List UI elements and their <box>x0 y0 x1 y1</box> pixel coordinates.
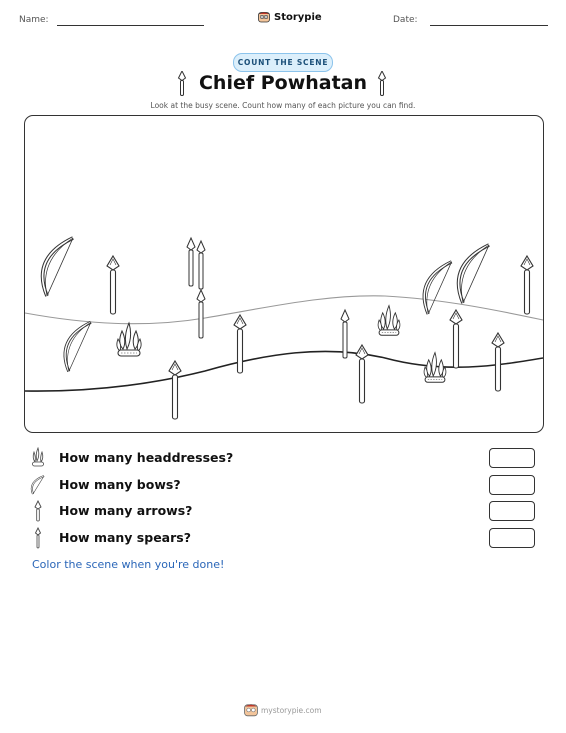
arrow-2 <box>197 241 205 289</box>
headdress-1 <box>117 323 141 356</box>
bow-icon <box>30 474 46 496</box>
bow-1 <box>43 238 73 296</box>
spear-5 <box>450 310 462 368</box>
question-row-bows <box>30 474 536 496</box>
headdress-icon <box>30 447 46 469</box>
name-field-line[interactable] <box>57 25 204 26</box>
site-footer <box>244 703 322 717</box>
storypie-logo-icon <box>258 11 270 23</box>
arrow-icon <box>30 500 46 522</box>
spear-4 <box>356 345 368 403</box>
arrow-4 <box>341 310 349 358</box>
question-row-headdresses <box>30 447 536 469</box>
scene-illustration <box>25 116 543 432</box>
activity-badge: COUNT THE SCENE <box>233 53 333 72</box>
instructions: Look at the busy scene. Count how many of each picture you can find. <box>150 101 416 110</box>
bow-3 <box>424 262 451 314</box>
headdress-2 <box>378 306 400 336</box>
date-field-line[interactable] <box>430 25 548 26</box>
answer-box-spears[interactable] <box>489 528 535 548</box>
count-scene <box>24 115 544 433</box>
brand-logo <box>258 11 322 23</box>
spear-icon <box>30 527 46 549</box>
spear-3 <box>169 361 181 419</box>
spear-2 <box>234 315 246 373</box>
answer-box-headdresses[interactable] <box>489 448 535 468</box>
arrow-3 <box>197 290 205 338</box>
spear-7 <box>521 256 533 314</box>
question-text: How many arrows? <box>59 503 193 518</box>
name-label: Name: <box>19 15 49 25</box>
storypie-footer-icon <box>244 703 258 717</box>
headdress-3 <box>424 353 446 383</box>
question-row-arrows <box>30 500 536 522</box>
question-text: How many headdresses? <box>59 450 234 465</box>
question-text: How many bows? <box>59 477 181 492</box>
spear-1 <box>107 256 119 314</box>
bow-4 <box>459 245 489 303</box>
bow-2 <box>65 322 91 371</box>
brand-name: Storypie <box>274 11 322 23</box>
arrow-1 <box>187 238 195 286</box>
question-text: How many spears? <box>59 530 191 545</box>
question-row-spears <box>30 527 536 549</box>
title-arrow-icon-right <box>377 71 387 97</box>
answer-box-bows[interactable] <box>489 475 535 495</box>
page-title: Chief Powhatan <box>198 72 368 94</box>
footer-note: Color the scene when you're done! <box>32 558 225 571</box>
date-label: Date: <box>393 15 418 25</box>
spear-6 <box>492 333 504 391</box>
site-url: mystorypie.com <box>261 705 322 715</box>
answer-box-arrows[interactable] <box>489 501 535 521</box>
